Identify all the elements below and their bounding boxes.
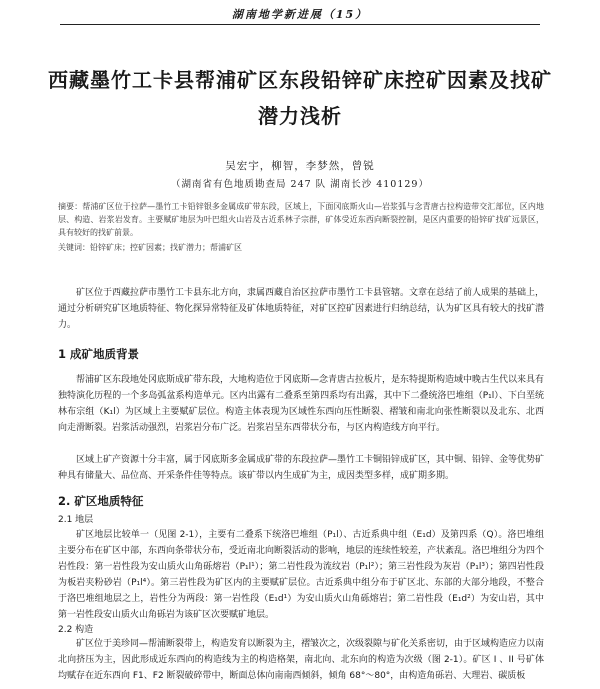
section-1-paragraph-2: 区域上矿产资源十分丰富，属于冈底斯多金属成矿带的东段拉萨—墨竹工卡铜铅锌成矿区，其中铜、铅锌、金等优势矿种具有储量大、品位高、开采条件佳等特点。该矿带以内生成矿为主，成因类型多样，成矿期多期。 <box>58 455 545 481</box>
title-line-2: 潜力浅析 <box>258 104 342 128</box>
subsection-2-1-heading: 2.1 地层 <box>58 515 94 525</box>
authors: 吴宏宇，柳智，李梦然，曾锐 <box>225 160 375 172</box>
section-1-paragraph-1: 帮浦矿区东段地处冈底斯成矿带东段，大地构造位于冈底斯—念青唐古拉板片，是东特提斯构造域中晚古生代以来具有独特演化历程的一个多岛弧盆系构造单元。区内出露有二叠系至第四系均有出露，其中下二叠统洛巴堆组（P₁l）、下白垩统林布宗组（K₁l）为区域上主要赋矿层位。构造主体表现为区域性东西向压性断裂、褶皱和南北向张性断裂以及北东、北西向走滑断裂。岩浆活动强烈，岩浆岩分布广泛。岩浆岩呈东西带状分布，与区内构造线方向平行。 <box>58 375 545 433</box>
running-header: 湖南地学新进展（15） <box>231 8 369 21</box>
introduction: 矿区位于西藏拉萨市墨竹工卡县东北方向，隶属西藏自治区拉萨市墨竹工卡县管辖。文章在总结了前人成果的基础上，通过分析研究矿区地质特征、物化探异常特征及矿体地质特征，对矿区控矿因素进行归纳总结，认为矿区具有较大的找矿潜力。 <box>58 288 545 330</box>
subsection-2-2-heading: 2.2 构造 <box>58 625 94 635</box>
abstract: 摘要：帮浦矿区位于拉萨—墨竹工卡铅锌银多金属成矿带东段，区域上，下面冈底斯火山—岩浆弧与念青唐古拉构造带交汇部位，区内地层、构造、岩浆岩发育。主要赋矿地层为叶巴组火山岩及古近系林子宗群，矿体受近东西向断裂控制，是区内重要的铅锌矿找矿远景区，具有较好的找矿前景。 <box>58 202 544 237</box>
affiliation: （湖南省有色地质勘查局 247 队 湖南长沙 410129） <box>171 179 429 190</box>
keywords: 关键词：铅锌矿床；控矿因素；找矿潜力；帮浦矿区 <box>58 243 242 252</box>
section-2-2-paragraph: 矿区位于美珍同—帮浦断裂带上，构造发育以断裂为主，褶皱次之，次级裂隙与矿化关系密切，由于区域构造应力以南北向挤压为主，因此形成近东西向的构造线为主的构造格架，南北向、北东向的构造为次级（图 2-1）。矿区 I 、II 号矿体均赋存在近东西向 F1、F2 断裂破碎带中，断面总体向南南西倾斜，倾角 68°～80°，由构造角砾岩、大理岩、碳质板 <box>58 639 545 681</box>
section-2-heading: 2. 矿区地质特征 <box>58 494 144 508</box>
header-rule <box>60 24 540 25</box>
paper-title <box>40 62 560 134</box>
section-2-1-paragraph: 矿区地层比较单一（见图 2-1），主要有二叠系下统洛巴堆组（P₁l）、古近系典中组（E₁d）及第四系（Q）。洛巴堆组主要分布在矿区中部，东西向条带状分布，受近南北向断裂活动的影响，地层的连续性较差，产状紊乱。洛巴堆组分为四个岩性段：第一岩性段为安山质火山角砾熔岩（P₁l¹）；第二岩性段为流纹岩（P₁l²）；第三岩性段为灰岩（P₁l³）；第四岩性段为板岩夹粉砂岩（P₁l⁴）。第三岩性段为矿区内的主要赋矿层位。古近系典中组分布于矿区北、东部的大部分地段，不整合于洛巴堆组地层之上，岩性分为两段：第一岩性段（E₁d¹）为安山质火山角砾熔岩；第二岩性段（E₁d²）为安山岩，其中第一岩性段安山质火山角砾岩为该矿区次要赋矿地层。 <box>58 530 545 620</box>
title-line-1: 西藏墨竹工卡县帮浦矿区东段铅锌矿床控矿因素及找矿 <box>48 68 552 92</box>
section-1-heading: 1 成矿地质背景 <box>58 347 140 361</box>
